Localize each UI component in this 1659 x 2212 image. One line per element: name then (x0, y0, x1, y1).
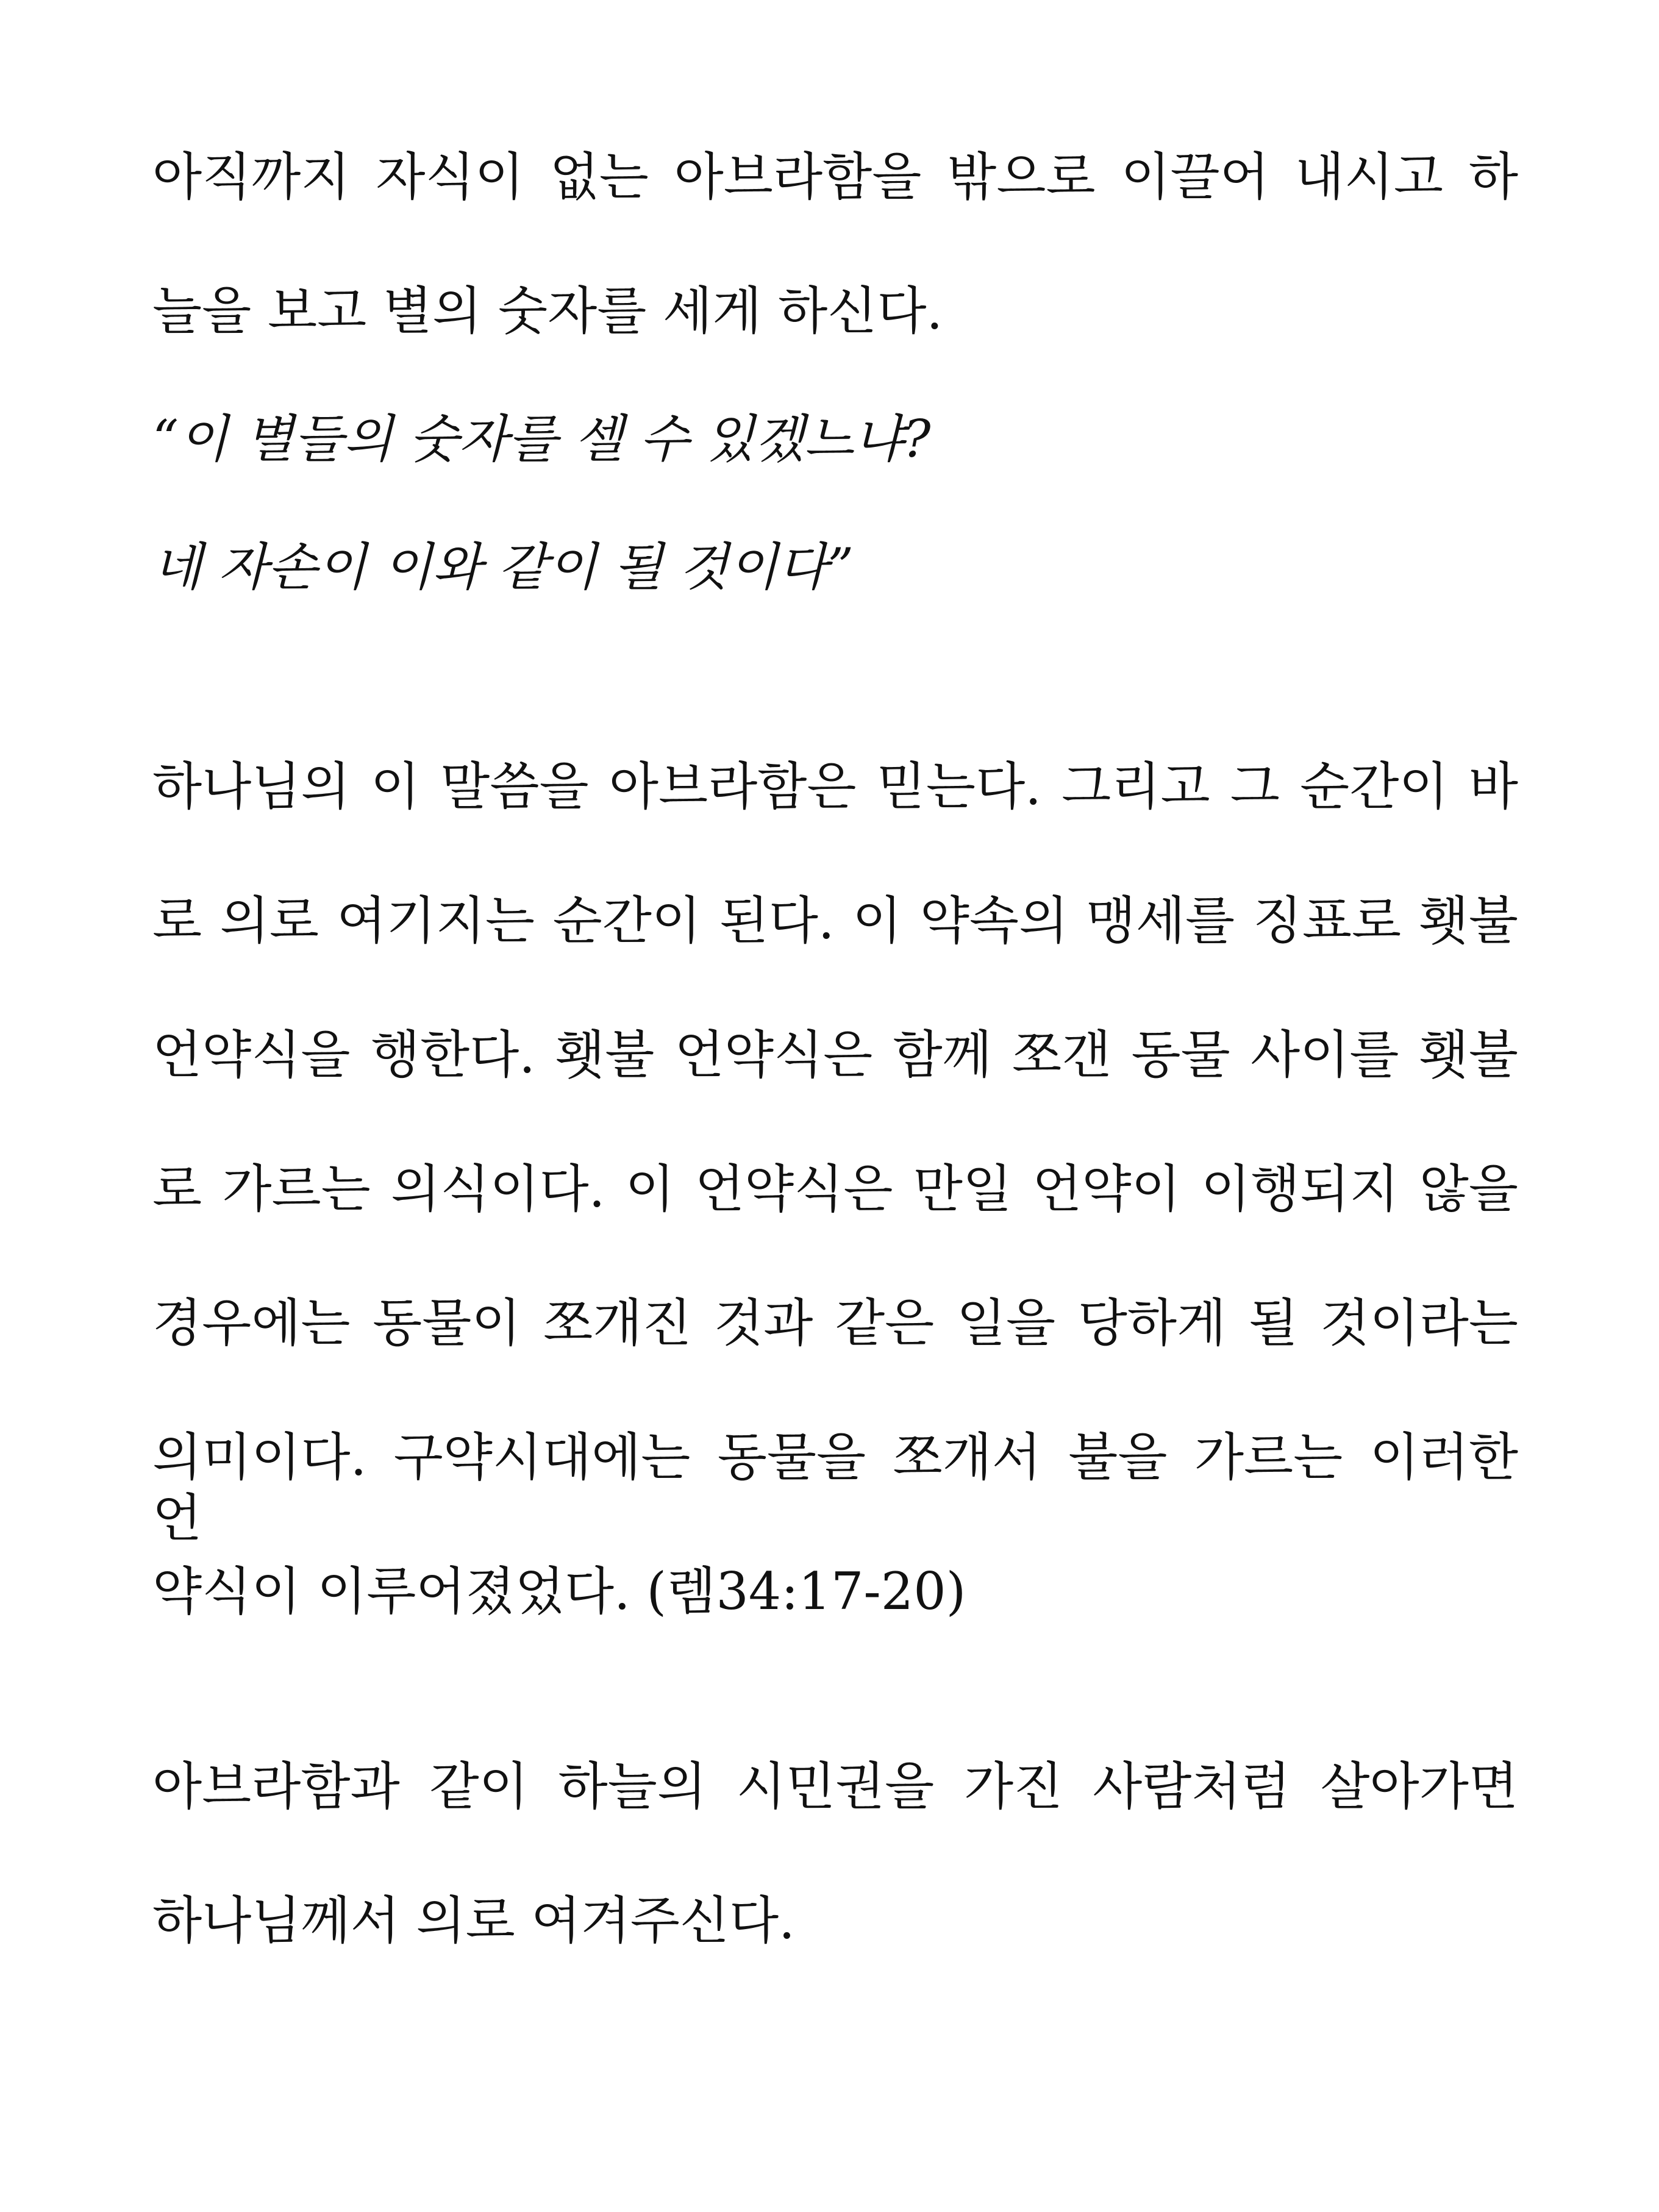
paragraph-2-line-6: 의미이다. 구약시대에는 동물을 쪼개서 불을 가르는 이러한 언 (152, 1427, 1518, 1548)
paragraph-1-line-2: 늘을 보고 별의 숫자를 세게 하신다. (152, 281, 943, 341)
paragraph-2-line-5: 경우에는 동물이 쪼개진 것과 같은 일을 당하게 될 것이라는 (152, 1293, 1518, 1353)
paragraph-2-line-2: 로 의로 여기지는 순간이 된다. 이 약속의 맹세를 징표로 횃불 (152, 891, 1518, 951)
quote-line-2: 네 자손이 이와 같이 될 것이다” (152, 537, 854, 597)
paragraph-1-line-1: 아직까지 자식이 없는 아브라함을 밖으로 이끌어 내시고 하 (152, 147, 1518, 207)
quote-line-1: “이 별들의 숫자를 셀 수 있겠느냐? (152, 409, 931, 469)
paragraph-3-line-2: 하나님께서 의로 여겨주신다. (152, 1891, 795, 1950)
paragraph-2-line-7: 약식이 이루어졌었다. (렘34:17-20) (152, 1561, 966, 1621)
paragraph-2-line-3: 언약식을 행한다. 횃불 언약식은 함께 쪼갠 동물 사이를 횃불 (152, 1025, 1518, 1085)
paragraph-2-line-1: 하나님의 이 말씀을 아브라함은 믿는다. 그리고 그 순간이 바 (152, 757, 1518, 816)
paragraph-2-line-4: 로 가르는 의식이다. 이 언약식은 만일 언약이 이행되지 않을 (152, 1159, 1518, 1219)
paragraph-3-line-1: 아브라함과 같이 하늘의 시민권을 가진 사람처럼 살아가면 (152, 1757, 1518, 1816)
